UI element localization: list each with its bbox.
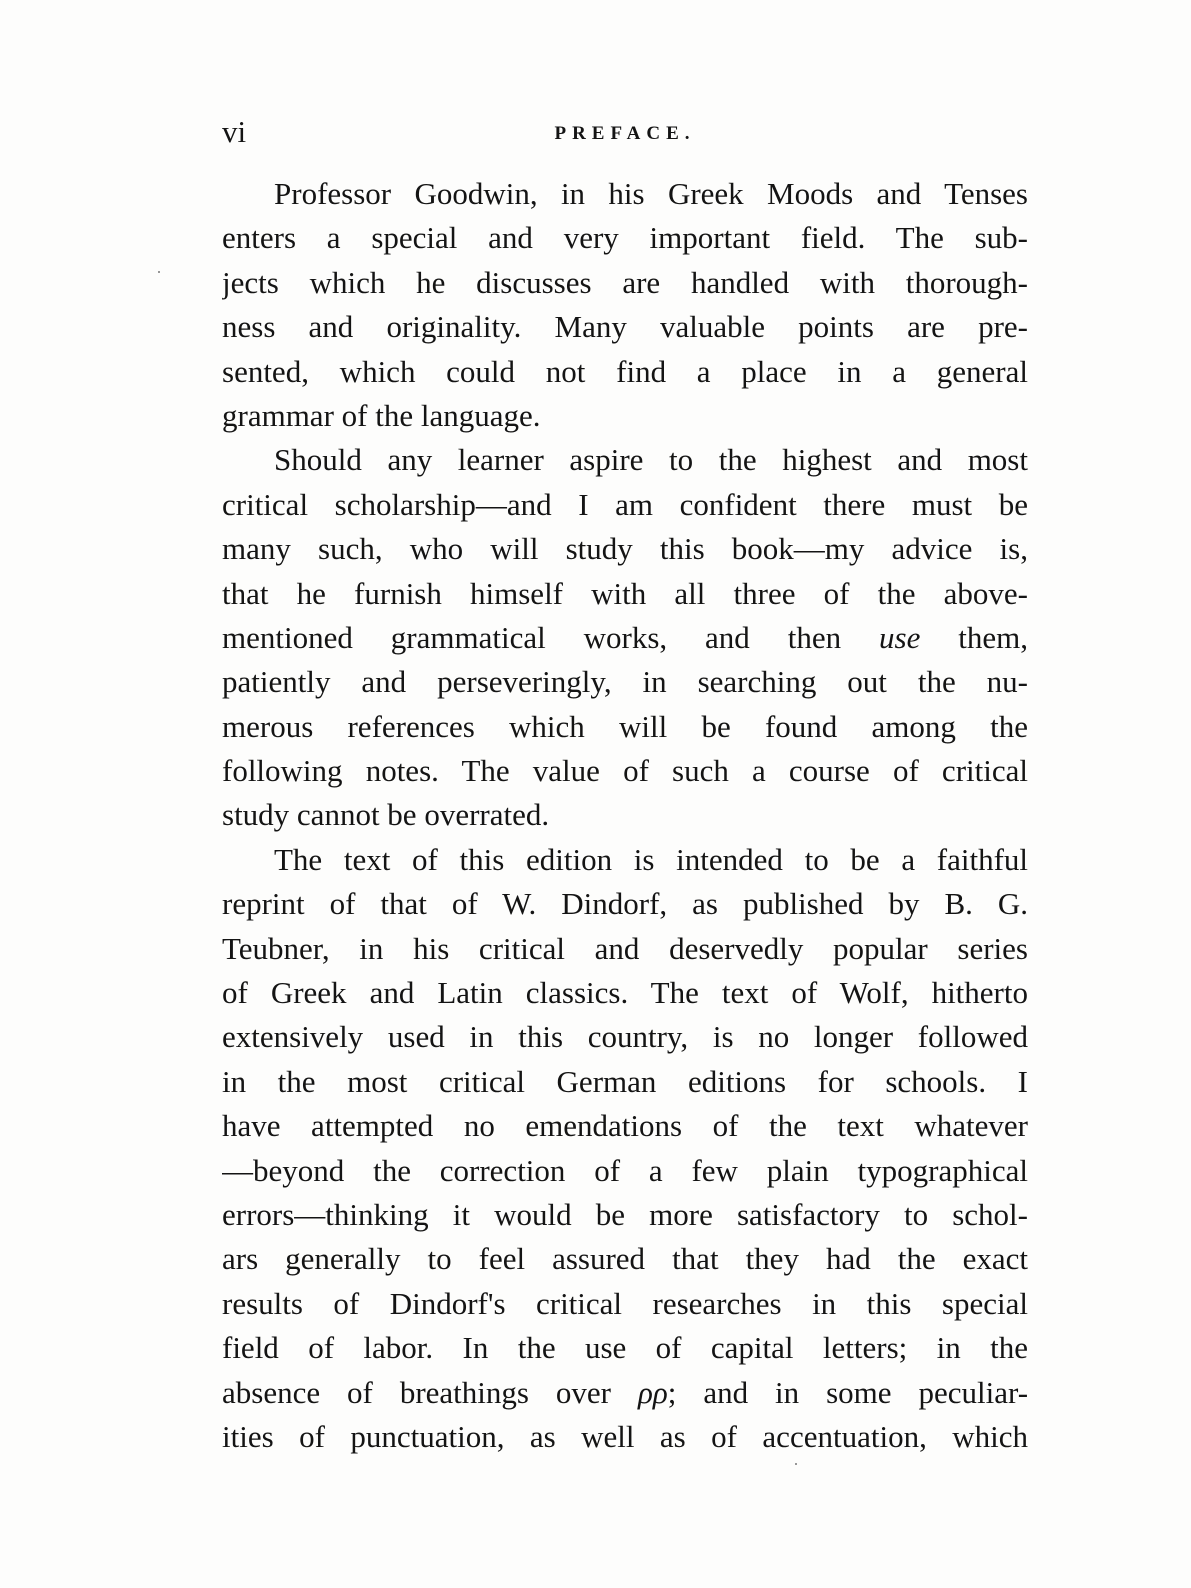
text-line: following notes. The value of such a course of critical [222,753,1028,789]
body-text [222,172,1028,1459]
text-line: jects which he discusses are handled with thorough- [222,264,1028,300]
text-line: merous references which will be found among the [222,708,1028,744]
text-line [222,616,1028,660]
text-line: ness and originality. Many valuable points are pre- [222,309,1028,345]
text-line: Teubner, in his critical and deservedly popular series [222,930,1028,966]
text-line: Professor Goodwin, in his Greek Moods and Tenses [274,176,1028,211]
text-line: in the most critical German editions for schools. I [222,1063,1028,1099]
page-number: vi [222,114,247,149]
text-line: errors—thinking it would be more satisfactory to schol- [222,1196,1028,1232]
page-header [222,112,1028,152]
emphasis-word: use [879,619,921,655]
running-head: PREFACE. [554,123,696,144]
text-line: reprint of that of W. Dindorf, as published by B. G. [222,886,1028,922]
text-line: grammar of the language. [222,397,541,433]
greek-word: ρρ [637,1374,668,1410]
text-line: ars generally to feel assured that they had the exact [222,1241,1028,1277]
text-line: enters a special and very important field. The sub- [222,220,1028,256]
text-segment: mentioned grammatical works, and then [222,619,842,655]
text-line: study cannot be overrated. [222,797,550,833]
text-segment: ; and in some peculiar- [667,1374,1028,1410]
text-line: The text of this edition is intended to be a faithful [274,841,1028,877]
paper-speck [795,1463,797,1465]
text-segment: absence of breathings over [222,1374,612,1410]
text-line: Should any learner aspire to the highest and most [274,442,1028,478]
paper-speck [158,271,160,273]
text-line: of Greek and Latin classics. The text of Wolf, hitherto [222,975,1028,1011]
text-line: patiently and perseveringly, in searching out the nu- [222,664,1028,700]
text-line: ities of punctuation, as well as of accentuation, which [222,1418,1028,1454]
text-line: results of Dindorf's critical researches in this special [222,1285,1028,1321]
text-line [222,1371,1028,1415]
text-line: have attempted no emendations of the text whatever [222,1108,1028,1144]
text-line: extensively used in this country, is no longer followed [222,1019,1028,1055]
text-line: sented, which could not find a place in a general [222,353,1028,389]
text-line: —beyond the correction of a few plain typographical [222,1152,1028,1188]
text-line: critical scholarship—and I am confident there must be [222,486,1028,522]
text-line: field of labor. In the use of capital letters; in the [222,1330,1028,1366]
text-segment: them, [920,619,1028,655]
text-line: many such, who will study this book—my advice is, [222,531,1028,567]
text-line: that he furnish himself with all three of the above- [222,575,1028,611]
